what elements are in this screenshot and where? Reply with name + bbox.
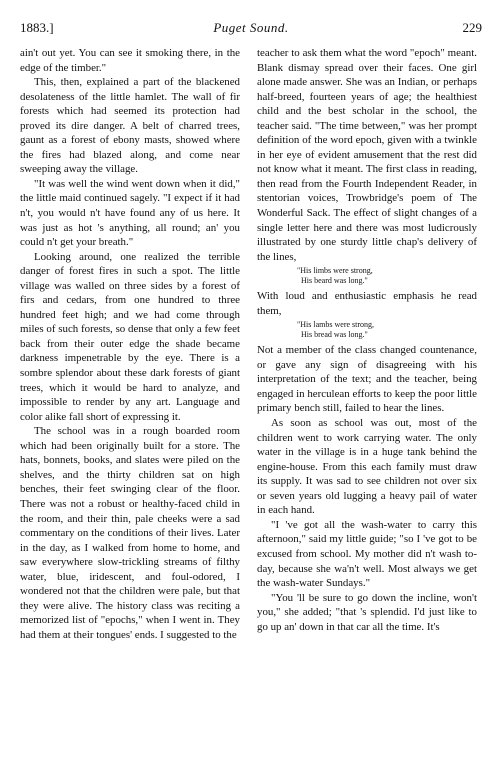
paragraph: "You 'll be sure to go down the incline, won't you," she added; "that 's splendid. I'd just like to go up an' down in that car all the time. It's: [257, 591, 477, 633]
running-title: Puget Sound.: [213, 20, 289, 35]
verse-quote: [257, 266, 477, 286]
paragraph: The school was in a rough boarded room which had been originally built for a store. The hats, bonnets, books, and slates were piled on the shelves, and the thirty children sat on high benches, their feet swinging clear of the floor. There was not a robust or healthy-faced child in the room, and their thin, pale cheeks were a sad commentary on the conditions of their lives. Later in the day, as I walked from home to home, and saw everywhere slow-trickling streams of filthy water, blue, iridescent, and foul-odored, I wondered not that the children were pale, but that they were alive. The history class was reciting a memorized list of "epochs," when I went in. They had them at their tongues' ends. I suggested to the: [20, 425, 240, 641]
paragraph: Not a member of the class changed countenance, or gave any sign of disagreeing with his interpretation of the text; and the teacher, being engaged in herculean efforts to keep the poor little primary bench still, failed to hear the lines.: [257, 344, 477, 415]
paragraph: teacher to ask them what the word "epoch" meant. Blank dismay spread over their faces. One girl alone made answer. She was an Indian, or perhaps half-breed, fourteen years of age; the healthiest child and the best scholar in the school, the teacher said. "The time between," was her prompt definition of the word epoch, given with a twinkle in her eye of evident amusement that the rest did not know what it meant. The first class in reading, then read from the Fourth Independent Reader, in stentorian voices, Trowbridge's poem of The Wonderful Sack. The effect of slight changes of a single letter here and there was most ludicrously illustrated by one sturdy little chap's delivery of the lines,: [257, 47, 477, 263]
page-header: [20, 20, 482, 40]
verse-quote: [257, 320, 477, 340]
paragraph: "I 've got all the wash-water to carry this afternoon," said my little guide; "so I 've got to be excused from school. My mother did n't wash to-day, because she wa'n't well. Most always we get the wash-water Sundays.": [257, 518, 477, 590]
right-column: [257, 46, 477, 634]
paragraph: ain't out yet. You can see it smoking there, in the edge of the timber.": [20, 47, 240, 74]
paragraph: This, then, explained a part of the blackened desolateness of the little hamlet. The wall of fir forests which had seemed its protection had proved its dire danger. A belt of charred trees, gaunt as a forest of ebony masts, showed where the fires had blazed along, and come near sweeping away the village.: [20, 76, 240, 176]
paragraph: With loud and enthusiastic emphasis he read them,: [257, 290, 477, 317]
verse-line: "His limbs were strong,: [297, 266, 373, 276]
page-number: 229: [462, 20, 482, 35]
header-date: 1883.]: [20, 20, 54, 35]
paragraph: "It was well the wind went down when it did," the little maid continued sagely. "I expect if it had n't, you would n't have found any of us here. It was just as hot 's anything, all round; an' you could n't get your breath.": [20, 177, 240, 249]
paragraph: Looking around, one realized the terrible danger of forest fires in such a spot. The little village was walled on three sides by a forest of firs and cedars, from one hundred to three hundred feet high; and we had come through miles of such forests, so dense that only a few feet back from their outer edge the shade became darkness impenetrable by the eye. There is a sombre splendor about these dark forests of giant trees, which it would be hard to analyze, and impossible to render by any art. Language and color alike fall short of expressing it.: [20, 250, 240, 423]
verse-line: His bread was long.": [301, 330, 368, 340]
verse-line: His beard was long.": [301, 276, 368, 286]
paragraph: As soon as school was out, most of the children went to work carrying water. The only water in the village is in a huge tank behind the engine-house. From this each family must draw its supply. It was sad to see children not over six or seven years old lugging a heavy pail of water in each hand.: [257, 417, 477, 517]
verse-line: "His lambs were strong,: [297, 320, 375, 330]
left-column: [20, 46, 240, 642]
